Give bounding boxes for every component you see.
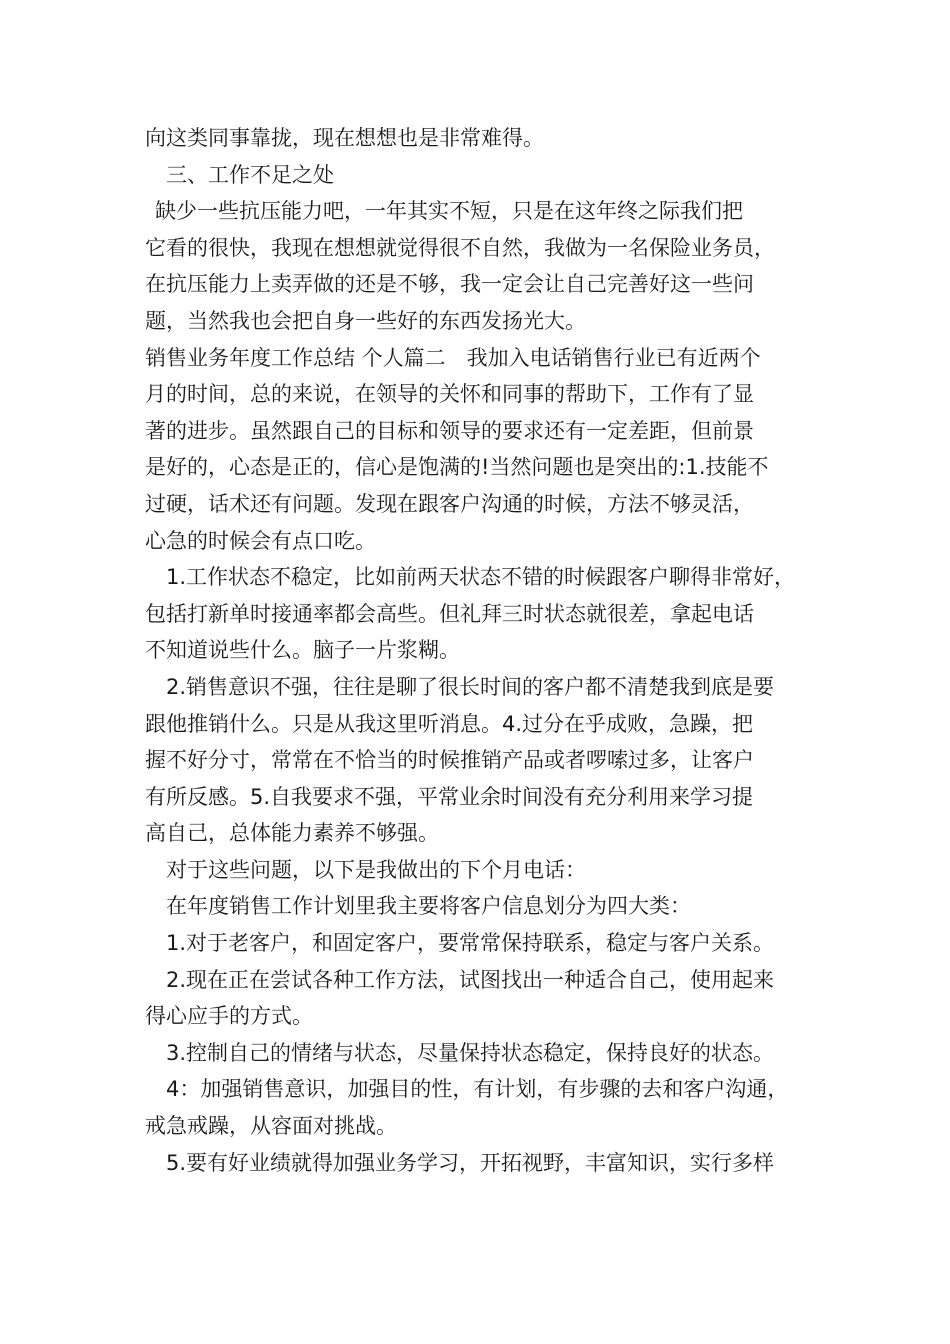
text-line: 月的时间，总的来说，在领导的关怀和同事的帮助下，工作有了显: [145, 382, 754, 407]
text-line: 向这类同事靠拢，现在想想也是非常难得。: [145, 126, 544, 150]
section-heading: 三、工作不足之处: [166, 162, 334, 187]
list-item-line: 4：加强销售意识，加强目的性，有计划，有步骤的去和客户沟通，: [166, 1077, 789, 1102]
list-item-line: 1.工作状态不稳定，比如前两天状态不错的时候跟客户聊得非常好，: [166, 565, 796, 590]
list-item-line: 5.要有好业绩就得加强业务学习，开拓视野，丰富知识，实行多样: [166, 1150, 775, 1175]
section-title-line: 销售业务年度工作总结 个人篇二 我加入电话销售行业已有近两个: [145, 345, 761, 370]
text-line: 包括打新单时接通率都会高些。但礼拜三时状态就很差，拿起电话: [145, 601, 754, 626]
text-line: 过硬，话术还有问题。发现在跟客户沟通的时候，方法不够灵活，: [145, 491, 754, 516]
text-line: 心急的时候会有点口吃。: [145, 528, 376, 553]
text-line: 得心应手的方式。: [145, 1004, 313, 1029]
text-line: 它看的很快，我现在想想就觉得很不自然，我做为一名保险业务员，: [145, 235, 775, 260]
list-item-line: 2.销售意识不强，往往是聊了很长时间的客户都不清楚我到底是要: [166, 674, 775, 699]
text-line: 有所反感。5.自我要求不强，平常业余时间没有充分利用来学习提: [145, 784, 754, 809]
text-line: 缺少一些抗压能力吧，一年其实不短，只是在这年终之际我们把: [155, 199, 743, 224]
text-line: 是好的，心态是正的，信心是饱满的!当然问题也是突出的:1.技能不: [145, 455, 769, 480]
text-line: 戒急戒躁，从容面对挑战。: [145, 1114, 397, 1139]
text-line: 高自己，总体能力素养不够强。: [145, 821, 439, 846]
text-line: 题，当然我也会把自身一些好的东西发扬光大。: [145, 308, 586, 333]
list-item-line: 3.控制自己的情绪与状态，尽量保持状态稳定，保持良好的状态。: [166, 1040, 775, 1065]
text-line: 著的进步。虽然跟自己的目标和领导的要求还有一定差距，但前景: [145, 418, 754, 443]
paragraph-line: 在年度销售工作计划里我主要将客户信息划分为四大类：: [166, 894, 691, 919]
list-item-line: 2.现在正在尝试各种工作方法，试图找出一种适合自己，使用起来: [166, 967, 775, 992]
text-line: 不知道说些什么。脑子一片浆糊。: [145, 638, 460, 663]
text-line: 跟他推销什么。只是从我这里听消息。4.过分在乎成败，急躁，把: [145, 711, 754, 736]
text-line: 握不好分寸，常常在不恰当的时候推销产品或者啰嗦过多，让客户: [145, 748, 754, 773]
list-item-line: 1.对于老客户，和固定客户，要常常保持联系，稳定与客户关系。: [166, 931, 775, 956]
text-line: 在抗压能力上卖弄做的还是不够，我一定会让自己完善好这一些问: [145, 272, 754, 297]
document-body: [145, 120, 815, 1181]
paragraph-line: 对于这些问题，以下是我做出的下个月电话：: [166, 857, 586, 882]
